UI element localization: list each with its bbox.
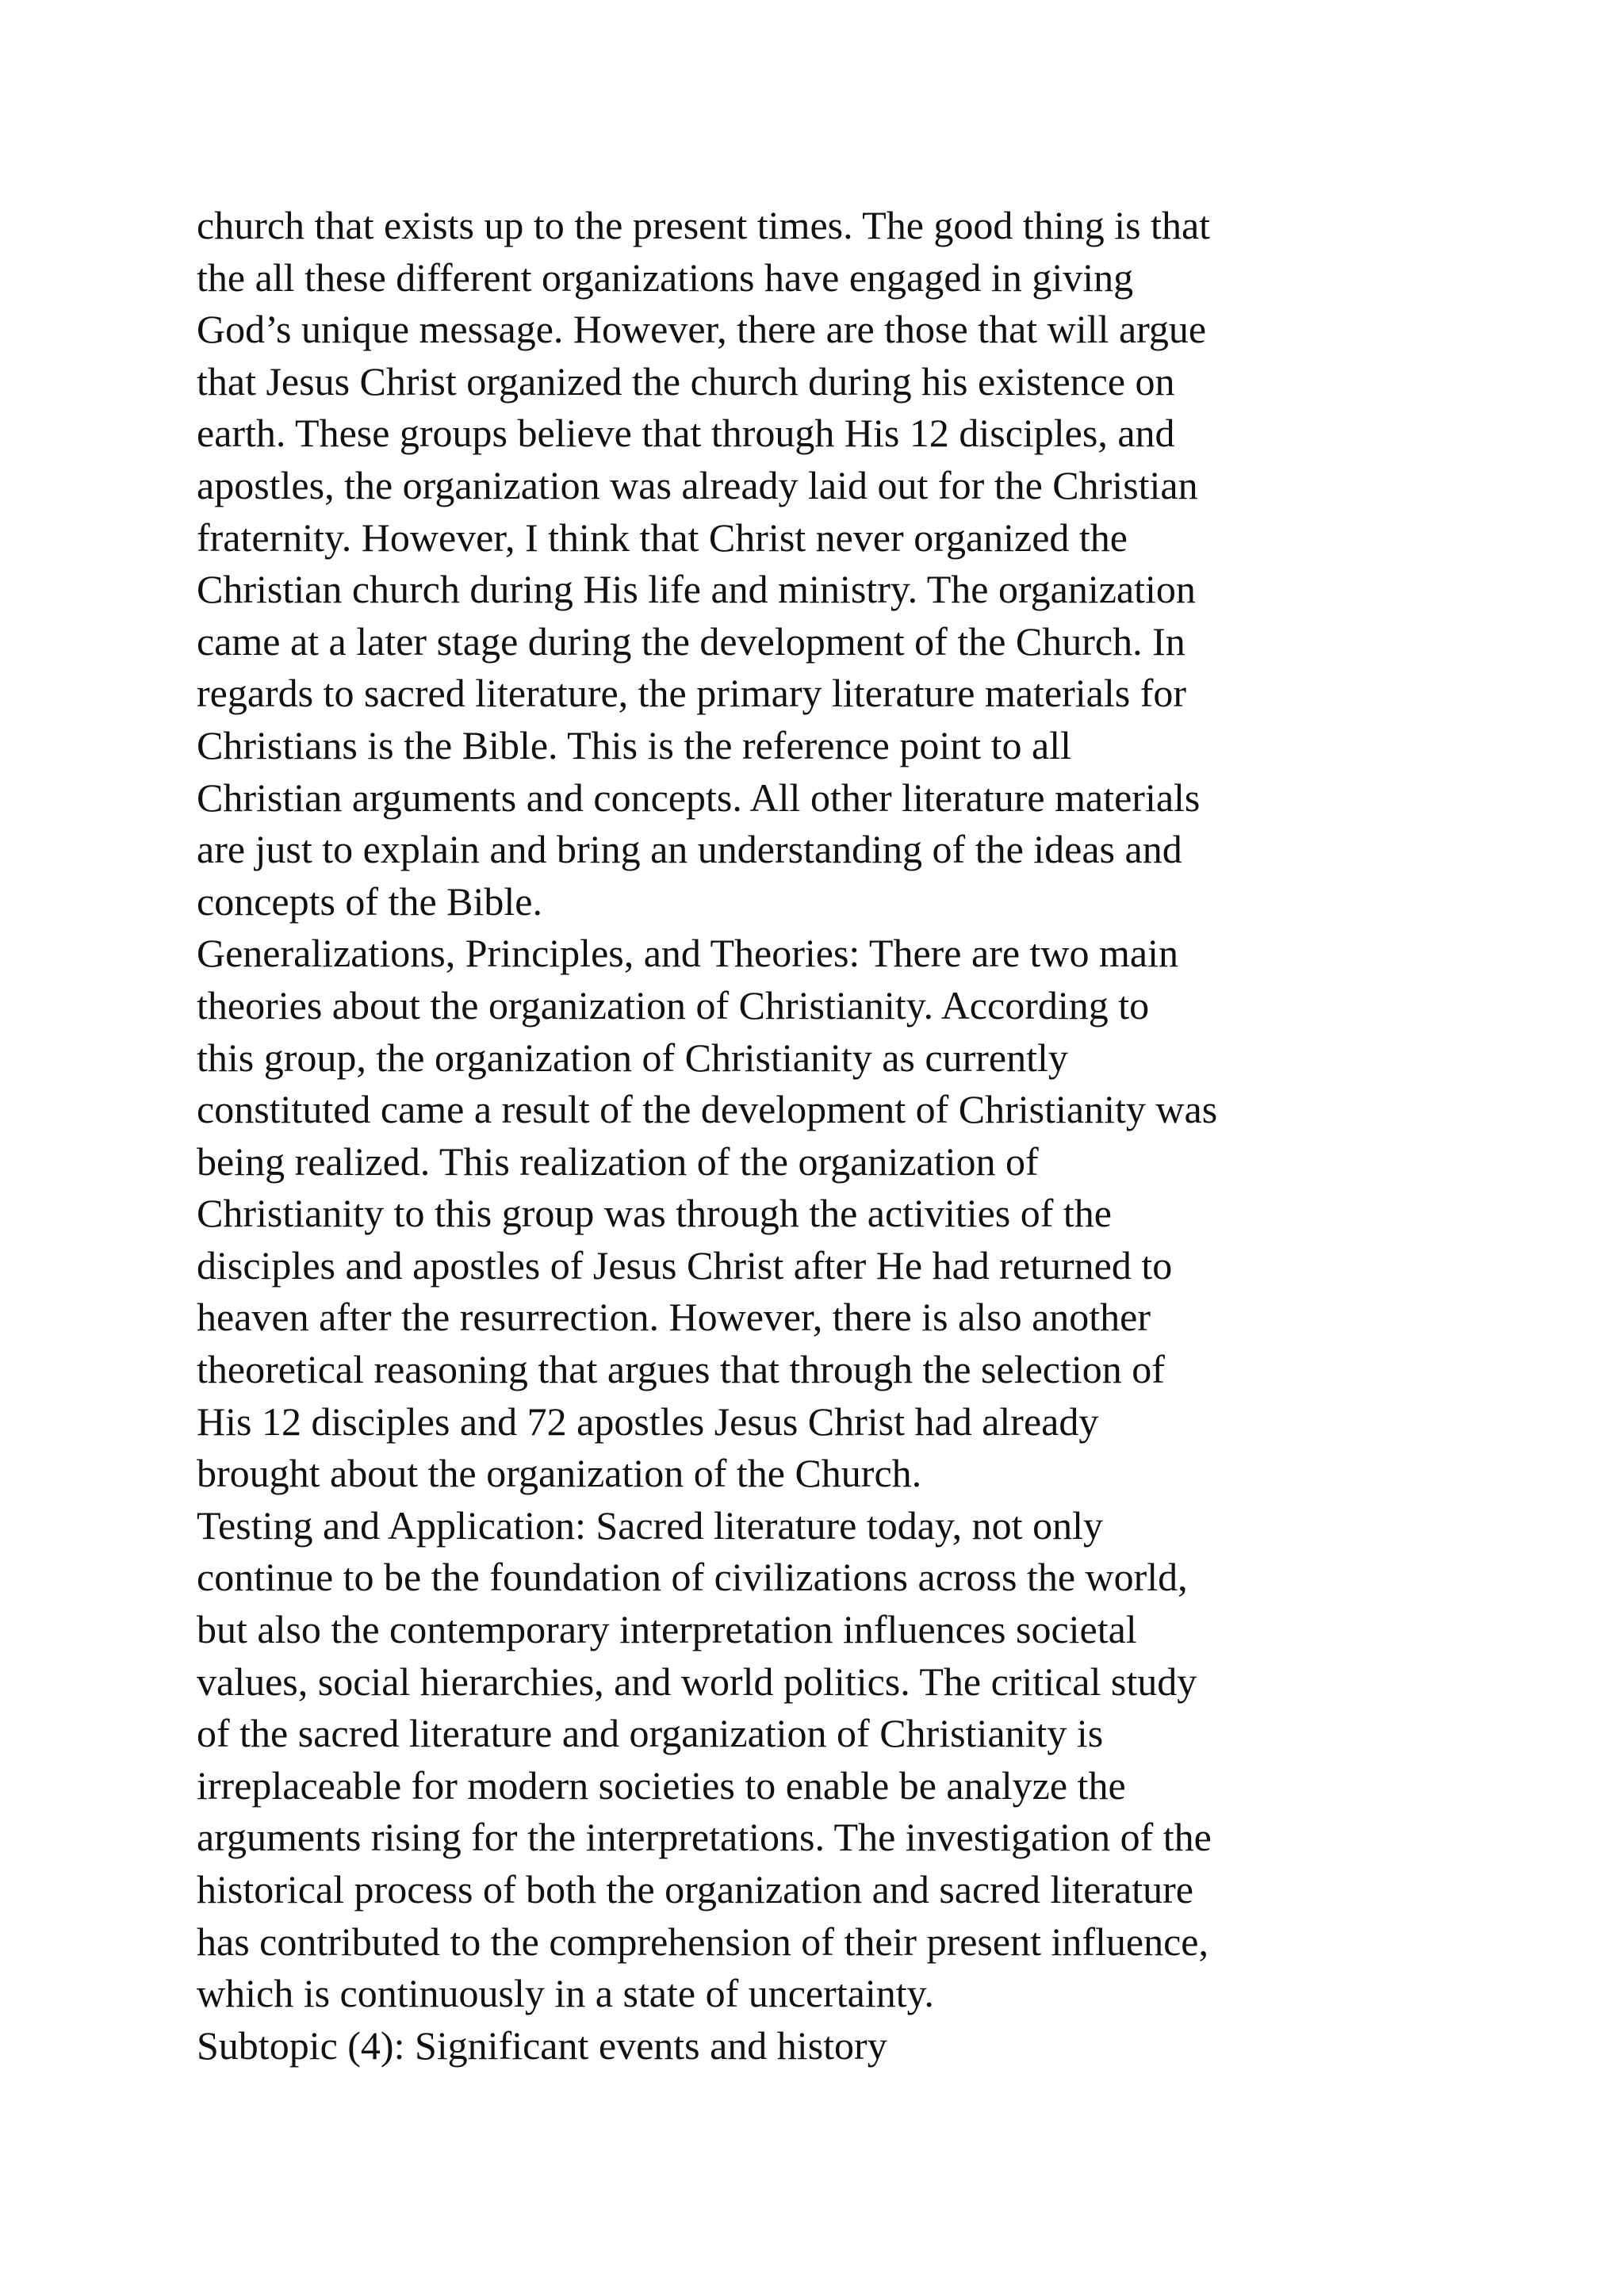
text-line: are just to explain and bring an understanding of the ideas and (197, 827, 1182, 872)
text-line: continue to be the foundation of civilizations across the world, (197, 1555, 1188, 1600)
text-line: earth. These groups believe that through His 12 disciples, and (197, 411, 1175, 456)
text-line: Subtopic (4): Significant events and history (197, 2022, 887, 2068)
text-line: apostles, the organization was already laid out for the Christian (197, 462, 1198, 507)
document-body-text (197, 200, 1465, 2072)
text-line: theories about the organization of Christianity. According to (197, 982, 1150, 1027)
text-line: heaven after the resurrection. However, there is also another (197, 1295, 1151, 1340)
text-line: has contributed to the comprehension of their present influence, (197, 1919, 1208, 1964)
text-line: historical process of both the organization and sacred literature (197, 1867, 1193, 1911)
text-line: Christianity to this group was through the activities of the (197, 1191, 1113, 1236)
text-line: values, social hierarchies, and world politics. The critical study (197, 1659, 1197, 1704)
text-line: fraternity. However, I think that Christ never organized the (197, 515, 1128, 560)
text-line: church that exists up to the present times. The good thing is that (197, 203, 1211, 247)
text-line: Christian arguments and concepts. All other literature materials (197, 775, 1201, 820)
text-line: brought about the organization of the Church. (197, 1451, 922, 1496)
text-line: this group, the organization of Christianity as currently (197, 1035, 1068, 1080)
text-line: Christians is the Bible. This is the reference point to all (197, 722, 1072, 767)
text-line: came at a later stage during the development of the Church. In (197, 618, 1185, 664)
text-line: concepts of the Bible. (197, 878, 542, 924)
text-line: His 12 disciples and 72 apostles Jesus Christ had already (197, 1399, 1099, 1444)
text-line: the all these different organizations have engaged in giving (197, 254, 1134, 300)
text-line: of the sacred literature and organization of Christianity is (197, 1711, 1104, 1756)
text-line: theoretical reasoning that argues that through the selection of (197, 1347, 1165, 1392)
text-line: Generalizations, Principles, and Theories: There are two main (197, 931, 1179, 976)
text-line: disciples and apostles of Jesus Christ after He had returned to (197, 1242, 1173, 1288)
text-line: Testing and Application: Sacred literature today, not only (197, 1502, 1103, 1548)
text-line: God’s unique message. However, there are those that will argue (197, 307, 1207, 352)
text-line: being realized. This realization of the organization of (197, 1138, 1039, 1184)
text-line: which is continuously in a state of uncertainty. (197, 1971, 934, 2016)
text-line: regards to sacred literature, the primary literature materials for (197, 671, 1187, 716)
text-line: that Jesus Christ organized the church during his existence on (197, 358, 1175, 404)
text-line: constituted came a result of the development of Christianity was (197, 1087, 1218, 1132)
text-line: but also the contemporary interpretation influences societal (197, 1607, 1137, 1652)
text-line: arguments rising for the interpretations. The investigation of the (197, 1815, 1212, 1860)
text-line: irreplaceable for modern societies to enable be analyze the (197, 1762, 1126, 1808)
text-line: Christian church during His life and ministry. The organization (197, 567, 1196, 612)
